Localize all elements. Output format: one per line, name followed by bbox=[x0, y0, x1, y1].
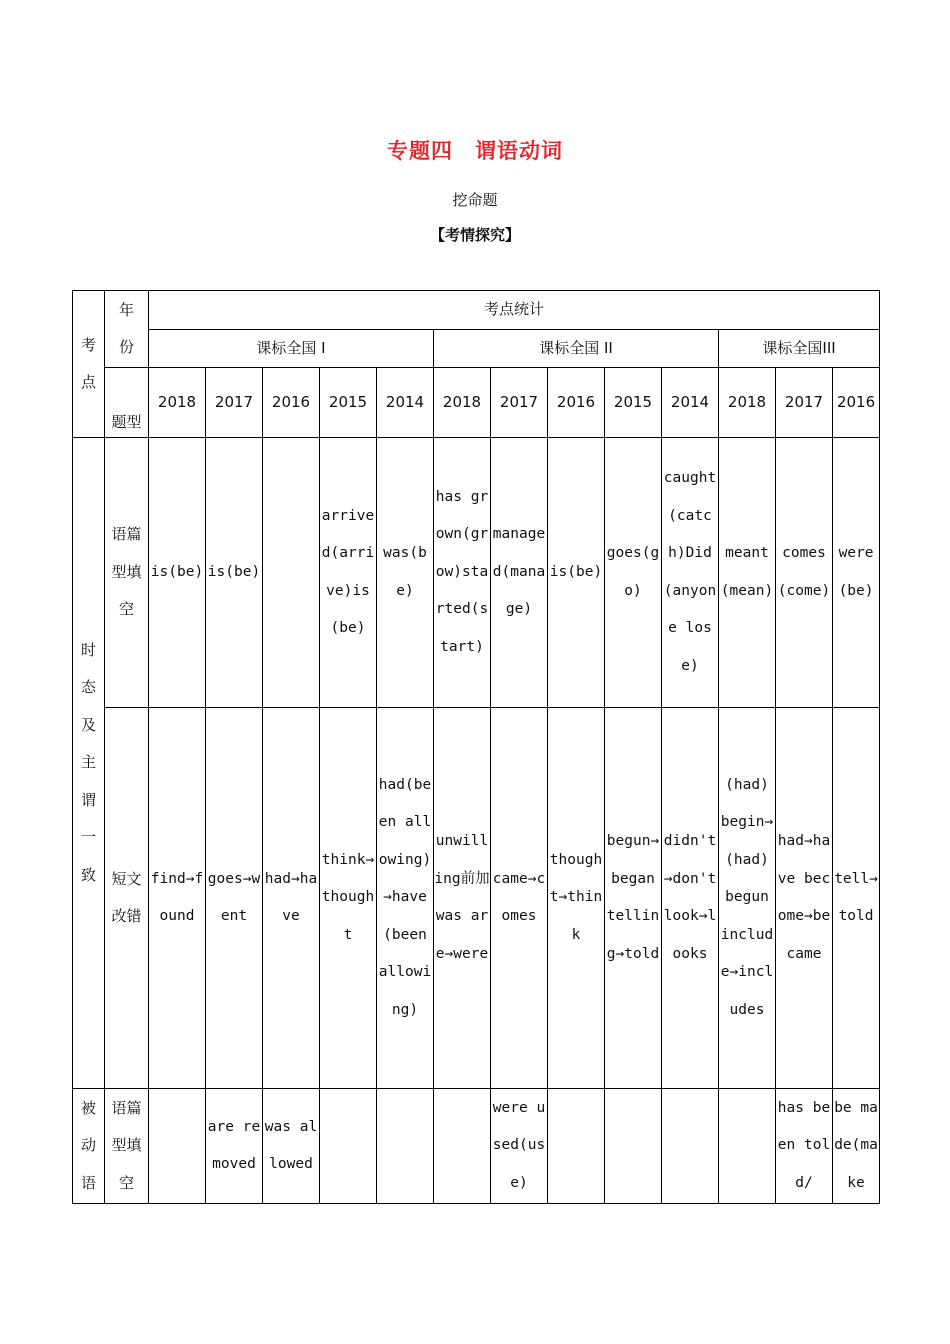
table-cell bbox=[263, 438, 320, 708]
table-cell: unwilling前加was are→were bbox=[434, 708, 491, 1089]
table-cell: had(been allowing)→have(been allowing) bbox=[377, 708, 434, 1089]
table-cell: caught(catch)Did(anyone lose) bbox=[662, 438, 719, 708]
corner-kaodian: 考点 bbox=[73, 291, 105, 438]
table-cell: goes(go) bbox=[605, 438, 662, 708]
table-cell bbox=[662, 1089, 719, 1204]
table-cell: meant(mean) bbox=[719, 438, 776, 708]
corner-nianfen: 年份 bbox=[105, 291, 149, 368]
table-cell bbox=[605, 1089, 662, 1204]
row-type-cloze-2: 语篇型填空 bbox=[105, 1089, 149, 1204]
table-cell: has been told/ bbox=[776, 1089, 833, 1204]
corner-tixing: 题型 bbox=[105, 368, 149, 438]
table-cell: came→comes bbox=[491, 708, 548, 1089]
table-cell bbox=[320, 1089, 377, 1204]
page-title: 专题四 谓语动词 bbox=[387, 139, 563, 163]
group-header-2: 课标全国 II bbox=[434, 329, 719, 368]
row-type-error-correction: 短文改错 bbox=[105, 708, 149, 1089]
exam-stats-table bbox=[72, 290, 880, 1204]
year-header: 2015 bbox=[320, 368, 377, 438]
year-header: 2016 bbox=[263, 368, 320, 438]
category-passive: 被动语 bbox=[73, 1089, 105, 1204]
year-header: 2017 bbox=[776, 368, 833, 438]
section-heading: 【考情探究】 bbox=[429, 226, 520, 244]
table-cell bbox=[377, 1089, 434, 1204]
table-cell bbox=[548, 1089, 605, 1204]
table-cell: thought→think bbox=[548, 708, 605, 1089]
table-cell: find→found bbox=[149, 708, 206, 1089]
table-cell: is(be) bbox=[548, 438, 605, 708]
table-cell: was allowed bbox=[263, 1089, 320, 1204]
table-cell: were used(use) bbox=[491, 1089, 548, 1204]
subtitle: 挖命题 bbox=[452, 191, 498, 209]
table-cell: had→have bbox=[263, 708, 320, 1089]
table-cell bbox=[149, 1089, 206, 1204]
year-header: 2016 bbox=[833, 368, 880, 438]
stats-header: 考点统计 bbox=[149, 291, 880, 330]
year-header: 2018 bbox=[434, 368, 491, 438]
year-header: 2015 bbox=[605, 368, 662, 438]
table-cell: goes→went bbox=[206, 708, 263, 1089]
table-cell: tell→told bbox=[833, 708, 880, 1089]
year-header: 2017 bbox=[206, 368, 263, 438]
table-cell: managed(manage) bbox=[491, 438, 548, 708]
table-cell bbox=[434, 1089, 491, 1204]
year-header: 2018 bbox=[719, 368, 776, 438]
group-header-3: 课标全国III bbox=[719, 329, 880, 368]
table-cell: are removed bbox=[206, 1089, 263, 1204]
table-cell: (had) begin→(had) begun include→includes bbox=[719, 708, 776, 1089]
category-tense-agreement: 时态及主谓一致 bbox=[73, 438, 105, 1089]
table-cell: think→thought bbox=[320, 708, 377, 1089]
year-header: 2018 bbox=[149, 368, 206, 438]
year-header: 2014 bbox=[662, 368, 719, 438]
year-header: 2016 bbox=[548, 368, 605, 438]
year-header: 2017 bbox=[491, 368, 548, 438]
table-cell: has grown(grow)started(start) bbox=[434, 438, 491, 708]
row-type-cloze: 语篇型填空 bbox=[105, 438, 149, 708]
table-cell: is(be) bbox=[206, 438, 263, 708]
table-cell: didn't→don't look→looks bbox=[662, 708, 719, 1089]
table-cell: be made(make bbox=[833, 1089, 880, 1204]
table-cell: was(be) bbox=[377, 438, 434, 708]
table-cell: is(be) bbox=[149, 438, 206, 708]
group-header-1: 课标全国 I bbox=[149, 329, 434, 368]
year-header: 2014 bbox=[377, 368, 434, 438]
table-cell: were(be) bbox=[833, 438, 880, 708]
table-cell: begun→began telling→told bbox=[605, 708, 662, 1089]
table-cell: had→have become→became bbox=[776, 708, 833, 1089]
table-cell: comes(come) bbox=[776, 438, 833, 708]
table-cell bbox=[719, 1089, 776, 1204]
table-cell: arrived(arrive)is(be) bbox=[320, 438, 377, 708]
